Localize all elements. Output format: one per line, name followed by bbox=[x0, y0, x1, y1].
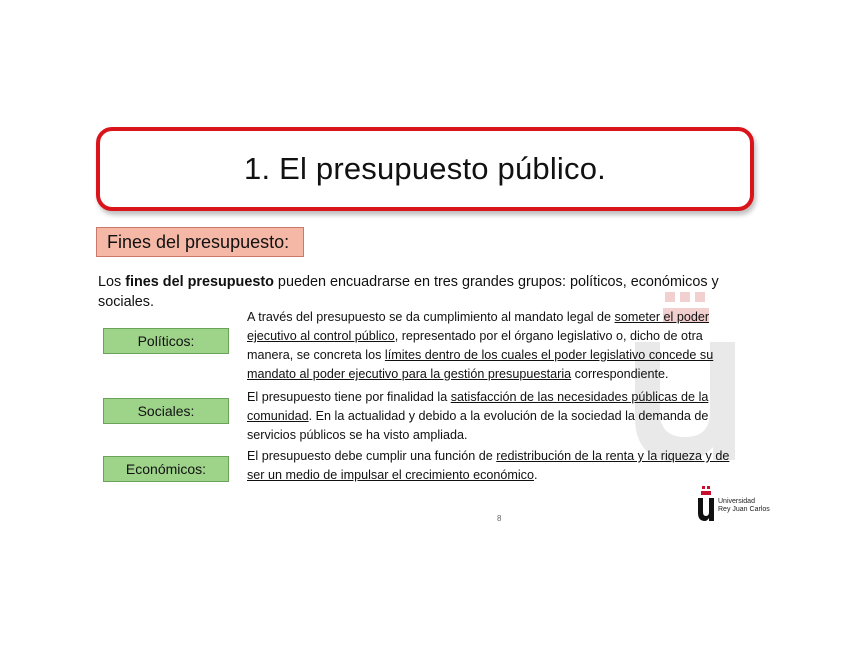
description-text: . En la actualidad y debido a la evolución de la sociedad la demanda de servicios públicos se ha visto ampliada. bbox=[247, 409, 709, 442]
category-politicos: Políticos: bbox=[103, 328, 229, 354]
description-economicos bbox=[247, 447, 737, 485]
description-politicos bbox=[247, 308, 737, 384]
category-economicos: Económicos: bbox=[103, 456, 229, 482]
description-text: . bbox=[534, 468, 538, 482]
intro-after: pueden encuadrarse en tres grandes grupos: políticos, económicos y sociales. bbox=[98, 274, 719, 310]
title-box bbox=[96, 127, 754, 211]
description-sociales bbox=[247, 388, 737, 445]
underlined-phrase: redistribución de la renta y la riqueza y de ser un medio de impulsar el crecimiento económico bbox=[247, 449, 730, 482]
category-sociales: Sociales: bbox=[103, 398, 229, 424]
page-title: 1. El presupuesto público. bbox=[244, 151, 606, 186]
description-text: A través del presupuesto se da cumplimiento al mandato legal de bbox=[247, 310, 615, 324]
intro-before: Los bbox=[98, 274, 126, 290]
description-text: correspondiente. bbox=[571, 367, 669, 381]
underlined-phrase: satisfacción de las necesidades públicas de la comunidad bbox=[247, 390, 709, 423]
description-text: , representado por el órgano legislativo o, dicho de otra manera, se concreta los bbox=[247, 329, 703, 362]
section-label: Fines del presupuesto: bbox=[96, 227, 304, 257]
page-number: 8 bbox=[497, 514, 502, 523]
urjc-logo-icon bbox=[697, 486, 715, 522]
university-logo bbox=[697, 486, 777, 526]
logo-line2: Rey Juan Carlos bbox=[718, 506, 770, 513]
underlined-phrase: límites dentro de los cuales el poder legislativo concede su mandato al poder ejecutivo para la gestión presupuestaria bbox=[247, 348, 714, 381]
underlined-phrase: someter el poder ejecutivo al control público bbox=[247, 310, 710, 343]
intro-bold: fines del presupuesto bbox=[125, 274, 274, 290]
description-text: El presupuesto tiene por finalidad la bbox=[247, 390, 451, 404]
description-text: El presupuesto debe cumplir una función de bbox=[247, 449, 497, 463]
logo-line1: Universidad bbox=[718, 498, 755, 505]
